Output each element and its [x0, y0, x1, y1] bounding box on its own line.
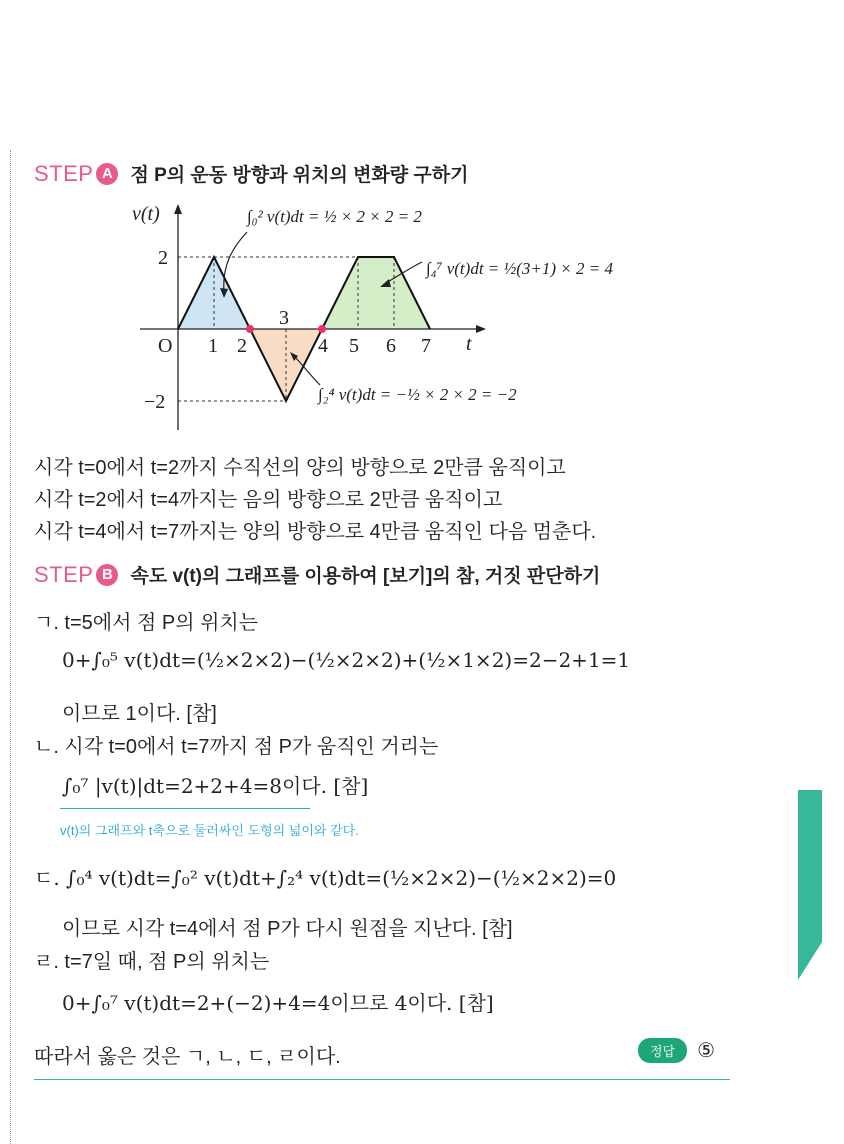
- x-tick-6: 6: [386, 335, 396, 357]
- y-tick-minus2: −2: [144, 391, 166, 413]
- note-underline: [60, 808, 310, 809]
- step-b-badge: B: [96, 564, 118, 586]
- step-b-title: 속도 v(t)의 그래프를 이용하여 [보기]의 참, 거짓 판단하기: [130, 566, 601, 587]
- x-tick-3: 3: [279, 307, 289, 329]
- y-tick-2: 2: [158, 247, 168, 269]
- item-d-tail: 이므로 시각 t=4에서 점 P가 다시 원점을 지난다. [참]: [62, 918, 513, 940]
- step-a-header: [34, 160, 468, 187]
- step-a-title: 점 P의 운동 방향과 위치의 변화량 구하기: [130, 165, 469, 186]
- annotation-4-7: ∫₄⁷ v(t)dt = ½(3+1) × 2 = 4: [426, 259, 613, 278]
- side-tab-notch: [798, 942, 822, 980]
- step-b-label: STEP: [34, 561, 94, 587]
- item-n-math: ∫₀⁷ |v(t)|dt=2+2+4=8이다. [참]: [62, 774, 369, 798]
- desc-line-3: 시각 t=4에서 t=7까지는 양의 방향으로 4만큼 움직인 다음 멈춘다.: [34, 521, 597, 543]
- x-tick-7: 7: [421, 335, 431, 357]
- y-axis-arrow: [174, 204, 182, 214]
- zero-point-4: [318, 325, 326, 333]
- x-tick-5: 5: [349, 335, 359, 357]
- x-axis-label: t: [466, 333, 472, 355]
- answer-label: 정답: [638, 1038, 687, 1063]
- y-axis-label: v(t): [132, 203, 160, 225]
- step-a-label: STEP: [34, 160, 94, 186]
- x-axis-arrow: [476, 325, 486, 333]
- area-4-7: [322, 257, 430, 329]
- step-a-badge: A: [96, 163, 118, 185]
- bottom-rule: [34, 1079, 730, 1080]
- item-r-head: ㄹ. t=7일 때, 점 P의 위치는: [34, 951, 270, 973]
- x-tick-2: 2: [237, 335, 247, 357]
- item-g-math: 0+∫₀⁵ v(t)dt=(½×2×2)−(½×2×2)+(½×1×2)=2−2+1=1: [62, 648, 631, 672]
- zero-point-2: [246, 325, 254, 333]
- item-n-note: v(t)의 그래프와 t축으로 둘러싸인 도형의 넓이와 같다.: [60, 823, 359, 838]
- answer-value: ⑤: [697, 1040, 716, 1062]
- step-b-header: [34, 561, 600, 588]
- annotation-0-2: ∫₀² v(t)dt = ½ × 2 × 2 = 2: [247, 207, 422, 226]
- origin-label: O: [158, 335, 173, 357]
- item-d-math: ㄷ. ∫₀⁴ v(t)dt=∫₀² v(t)dt+∫₂⁴ v(t)dt=(½×2×2)−(½×2×2)=0: [34, 866, 617, 890]
- x-tick-1: 1: [208, 335, 218, 357]
- item-n-head: ㄴ. 시각 t=0에서 t=7까지 점 P가 움직인 거리는: [34, 736, 439, 758]
- annotation-2-4: ∫₂⁴ v(t)dt = −½ × 2 × 2 = −2: [318, 385, 517, 404]
- x-tick-4: 4: [318, 335, 328, 357]
- answer-box: [638, 1038, 715, 1063]
- item-g-tail: 이므로 1이다. [참]: [62, 703, 217, 725]
- conclusion: 따라서 옳은 것은 ㄱ, ㄴ, ㄷ, ㄹ이다.: [34, 1046, 341, 1068]
- item-r-math: 0+∫₀⁷ v(t)dt=2+(−2)+4=4이므로 4이다. [참]: [62, 991, 494, 1015]
- desc-line-1: 시각 t=0에서 t=2까지 수직선의 양의 방향으로 2만큼 움직이고: [34, 457, 566, 479]
- velocity-graph: [0, 192, 844, 452]
- desc-line-2: 시각 t=2에서 t=4까지는 음의 방향으로 2만큼 움직이고: [34, 489, 503, 511]
- item-g-head: ㄱ. t=5에서 점 P의 위치는: [34, 612, 259, 634]
